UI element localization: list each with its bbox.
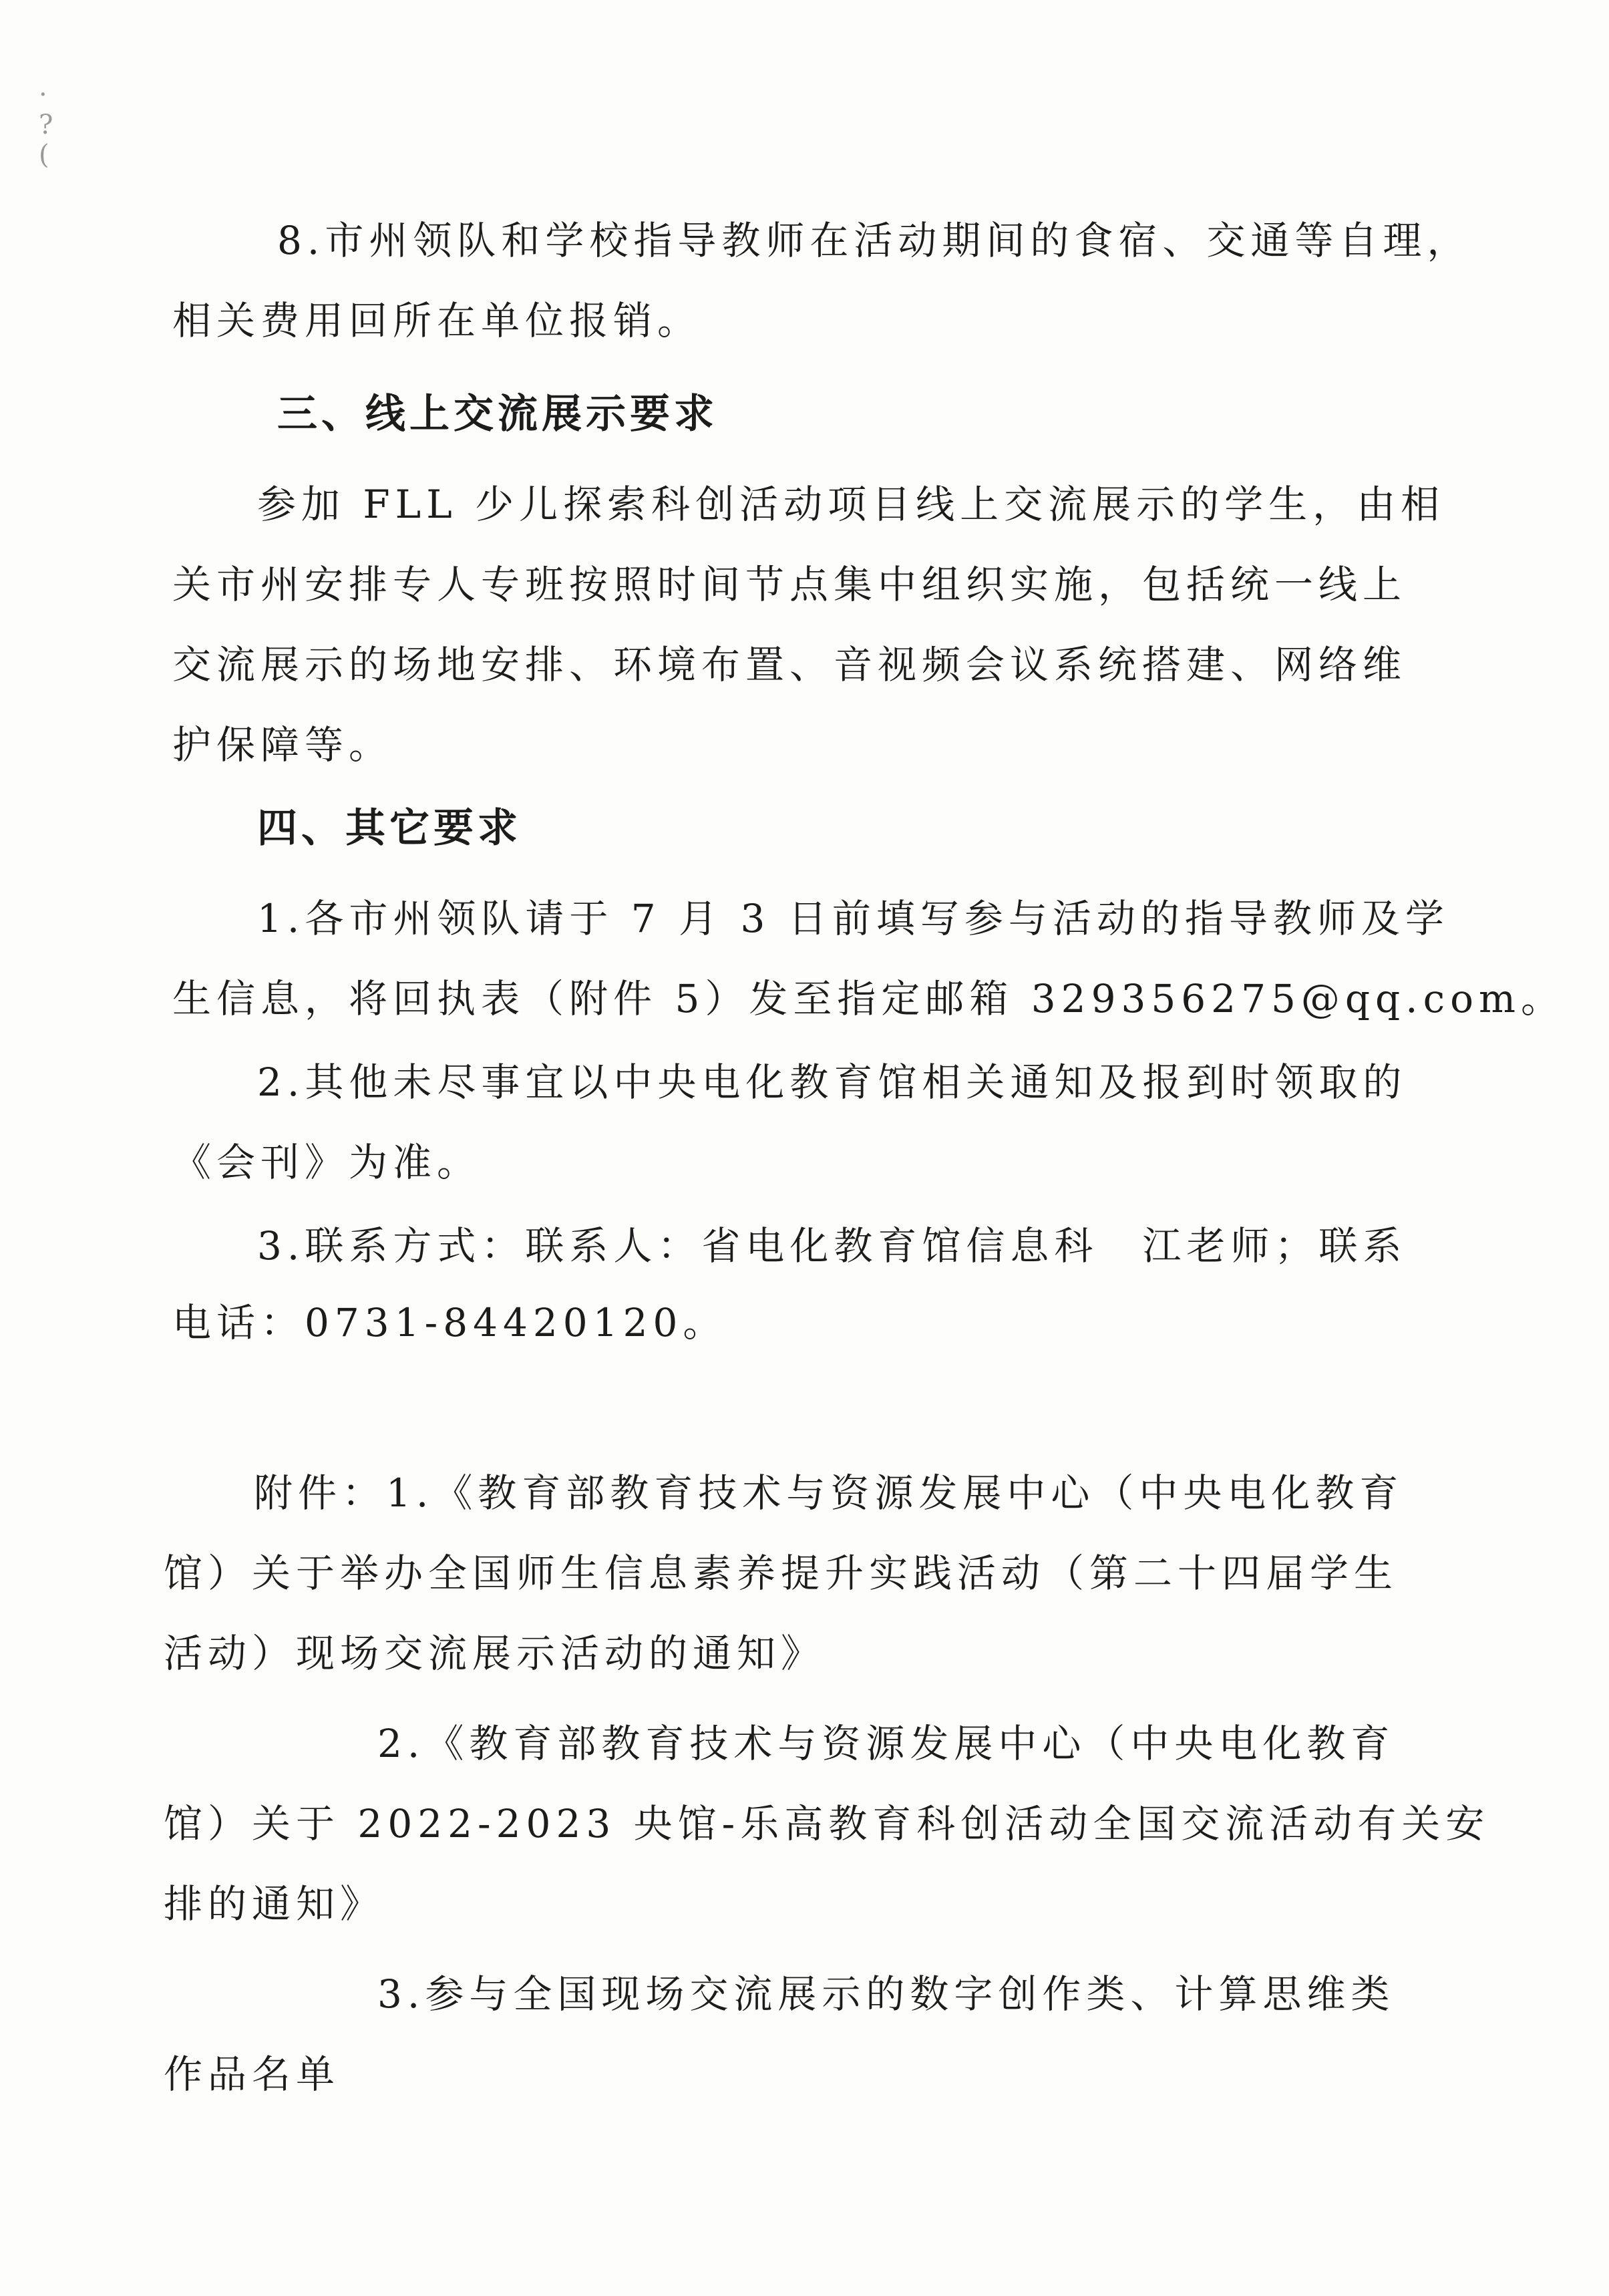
item-4-1-line-1: 1.各市州领队请于 7 月 3 日前填写参与活动的指导教师及学 [257, 896, 1449, 941]
section-4-heading: 四、其它要求 [257, 805, 522, 852]
attachment-1-line-1: 附件：1.《教育部教育技术与资源发展中心（中央电化教育 [254, 1470, 1404, 1516]
item-4-2-line-2: 《会刊》为准。 [172, 1140, 482, 1185]
section-3-heading: 三、线上交流展示要求 [277, 391, 718, 438]
attachment-1-line-2: 馆）关于举办全国师生信息素养提升实践活动（第二十四届学生 [164, 1550, 1399, 1596]
attachment-3-line-1: 3.参与全国现场交流展示的数字创作类、计算思维类 [377, 1971, 1395, 2017]
item-4-3-line-1: 3.联系方式：联系人：省电化教育馆信息科 江老师；联系 [257, 1223, 1407, 1269]
item-4-1-line-2: 生信息，将回执表（附件 5）发至指定邮箱 329356275@qq.com。 [172, 976, 1565, 1021]
item-4-2-line-1: 2.其他未尽事宜以中央电化教育馆相关通知及报到时领取的 [257, 1059, 1407, 1105]
attachment-3-line-2: 作品名单 [164, 2052, 341, 2097]
section-3-line-3: 交流展示的场地安排、环境布置、音视频会议系统搭建、网络维 [172, 642, 1407, 687]
section-3-line-2: 关市州安排专人专班按照时间节点集中组织实施，包括统一线上 [172, 562, 1407, 607]
section-3-line-1: 参加 FLL 少儿探索科创活动项目线上交流展示的学生，由相 [257, 482, 1445, 527]
item-4-3-line-2: 电话：0731-84420120。 [172, 1300, 727, 1345]
scan-mark: · ? ( [39, 79, 53, 170]
attachment-2-line-2: 馆）关于 2022-2023 央馆-乐高教育科创活动全国交流活动有关安 [164, 1801, 1490, 1846]
item-8-line-2: 相关费用回所在单位报销。 [172, 298, 702, 343]
section-3-line-4: 护保障等。 [172, 722, 393, 768]
item-8-line-1: 8.市州领队和学校指导教师在活动期间的食宿、交通等自理， [277, 218, 1471, 263]
attachment-2-line-3: 排的通知》 [164, 1881, 385, 1927]
attachment-1-line-3: 活动）现场交流展示活动的通知》 [164, 1631, 826, 1676]
attachment-2-line-1: 2.《教育部教育技术与资源发展中心（中央电化教育 [377, 1721, 1395, 1766]
